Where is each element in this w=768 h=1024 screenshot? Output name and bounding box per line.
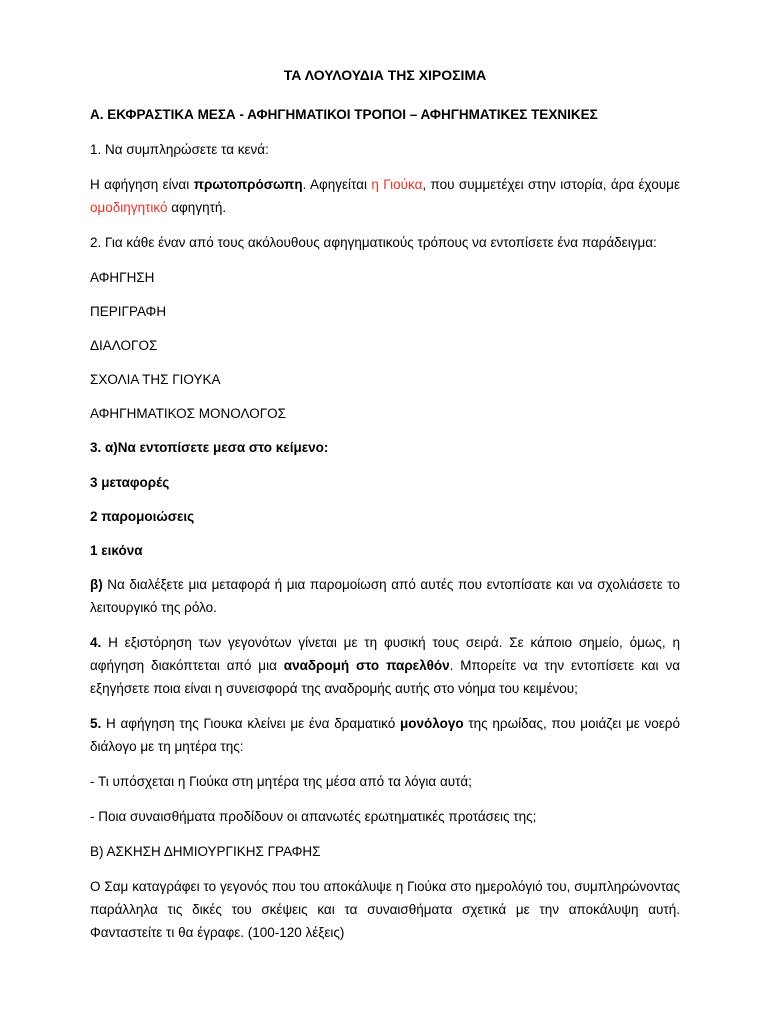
q4-text-part: Η εξιστόρηση των γεγονότων γίνεται με τη φυσική τους σειρά. Σε κάποιο σημείο, όμως, η αφήγηση διακόπτεται από μια: [90, 635, 680, 673]
section-b-heading: Β) ΑΣΚΗΣΗ ΔΗΜΙΟΥΡΓΙΚΗΣ ΓΡΑΦΗΣ: [90, 844, 321, 859]
q3b-text: Να διαλέξετε μια μεταφορά ή μια παρομοίωση από αυτές που εντοπίσατε και να σχολιάσετε το λειτουργικό της ρόλο.: [90, 577, 680, 615]
q1-text-part: . Αφηγείται: [302, 177, 372, 192]
q1-text-part: , που συμμετέχει στην ιστορία, άρα έχουμε: [422, 177, 680, 192]
q4-number: 4.: [90, 635, 102, 650]
list-item: ΠΕΡΙΓΡΑΦΗ: [90, 304, 167, 319]
list-item: ΣΧΟΛΙΑ ΤΗΣ ΓΙΟΥΚΑ: [90, 372, 221, 387]
list-item: 2 παρομοιώσεις: [90, 509, 195, 524]
question-5-sub-2: - Ποια συναισθήματα προδίδουν οι απανωτές ερωτηματικές προτάσεις της;: [90, 809, 537, 824]
question-1-label: 1. Να συμπληρώσετε τα κενά:: [90, 142, 269, 157]
q4-bold-term: αναδρομή στο παρελθόν: [283, 658, 450, 673]
q1-text-part: Η αφήγηση είναι: [90, 177, 194, 192]
q5-text-part: Η αφήγηση της Γιουκα κλείνει με ένα δραματικό: [101, 716, 400, 731]
list-item: ΔΙΑΛΟΓΟΣ: [90, 338, 158, 353]
document-page: [90, 64, 680, 956]
q5-bold-term: μονόλογο: [399, 716, 464, 731]
question-1-text: [90, 173, 680, 219]
q4-text-part: . Μπορείτε να την εντοπίσετε και να εξηγήσετε ποια είναι η συνεισφορά της αναδρομής αυτής στο νόημα του κειμένου;: [90, 658, 680, 696]
q1-text-part: αφηγητή.: [167, 200, 227, 215]
q3b-label: β): [90, 577, 103, 592]
question-2-label: 2. Για κάθε έναν από τους ακόλουθους αφηγηματικούς τρόπους να εντοπίσετε ένα παράδειγμα:: [90, 235, 657, 250]
question-5-sub-1: - Τι υπόσχεται η Γιούκα στη μητέρα της μέσα από τα λόγια αυτά;: [90, 774, 472, 789]
question-5-text: [90, 712, 680, 758]
question-3-label: 3. α)Να εντοπίσετε μεσα στο κείμενο:: [90, 440, 329, 455]
list-item: ΑΦΗΓΗΣΗ: [90, 270, 155, 285]
q1-red-answer: ομοδιηγητικό: [90, 200, 168, 215]
q1-red-answer: η Γιούκα: [371, 177, 423, 192]
page-title: ΤΑ ΛΟΥΛΟΥΔΙΑ ΤΗΣ ΧΙΡΟΣΙΜΑ: [283, 67, 487, 83]
q1-bold-term: πρωτοπρόσωπη: [193, 177, 303, 192]
q5-number: 5.: [90, 716, 102, 731]
question-3b-text: [90, 573, 680, 619]
list-item: 3 μεταφορές: [90, 475, 170, 490]
creative-writing-task: Ο Σαμ καταγράφει το γεγονός που του αποκάλυψε η Γιούκα στο ημερολόγιό του, συμπληρώνοντας παράλληλα τις δικές του σκέψεις και τα συναισθήματα σχετικά με την αποκάλυψη αυτή. Φανταστείτε τι θα έγραφε. (100-120 λέξεις): [90, 879, 680, 940]
section-a-heading: Α. ΕΚΦΡΑΣΤΙΚΑ ΜΕΣΑ - ΑΦΗΓΗΜΑΤΙΚΟΙ ΤΡΟΠΟΙ – ΑΦΗΓΗΜΑΤΙΚΕΣ ΤΕΧΝΙΚΕΣ: [90, 107, 598, 122]
q5-text-part: της ηρωίδας, που μοιάζει με νοερό διάλογο με τη μητέρα της:: [90, 716, 680, 754]
list-item: ΑΦΗΓΗΜΑΤΙΚΟΣ ΜΟΝΟΛΟΓΟΣ: [90, 406, 287, 421]
question-4-text: [90, 631, 680, 700]
list-item: 1 εικόνα: [90, 543, 143, 558]
